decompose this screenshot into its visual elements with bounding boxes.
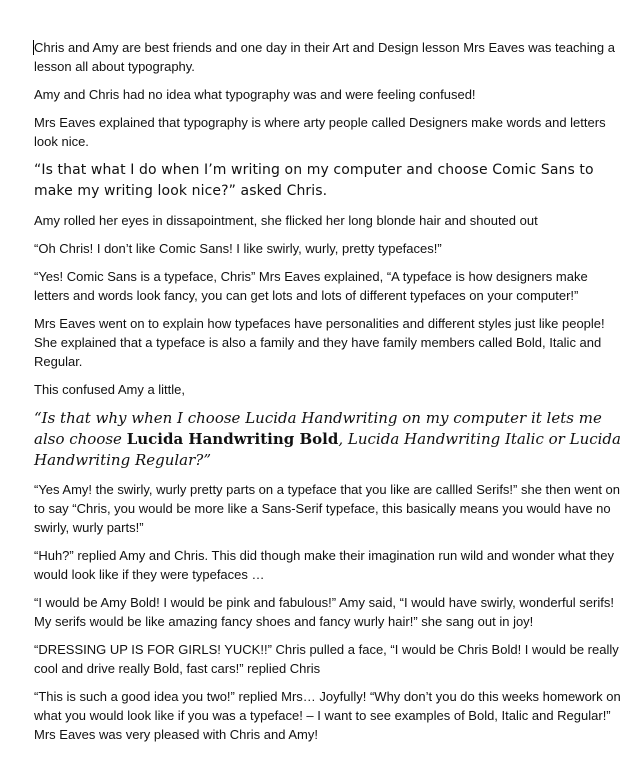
- paragraph-13: “I would be Amy Bold! I would be pink and fabulous!” Amy said, “I would have swirly, wonderful serifs! My serifs would be like amazing fancy shoes and fancy wurly hair!” she sang out in joy!: [34, 595, 614, 629]
- paragraph-5: Amy rolled her eyes in dissapointment, she flicked her long blonde hair and shouted out: [34, 213, 538, 228]
- paragraph-4-comic-sans: “Is that what I do when I’m writing on my computer and choose Comic Sans to make my writing look nice?” asked Chris.: [34, 162, 594, 199]
- paragraph-9: This confused Amy a little,: [34, 382, 186, 397]
- paragraph-10-bold: Lucida Handwriting Bold: [126, 430, 339, 448]
- paragraph-2: Amy and Chris had no idea what typography was and were feeling confused!: [34, 87, 476, 102]
- paragraph-10-part-b: ,: [338, 430, 348, 448]
- paragraph-3: Mrs Eaves explained that typography is where arty people called Designers make words and letters look nice.: [34, 115, 606, 149]
- paragraph-7: “Yes! Comic Sans is a typeface, Chris” Mrs Eaves explained, “A typeface is how designers make letters and words look fancy, you can get lots and lots of different typefaces on your computer!”: [34, 269, 588, 303]
- paragraph-14: “DRESSING UP IS FOR GIRLS! YUCK!!” Chris pulled a face, “I would be Chris Bold! I would be really cool and drive really Bold, fast cars!” replied Chris: [34, 642, 619, 676]
- paragraph-10-lucida-handwriting: [34, 408, 622, 471]
- paragraph-1: Chris and Amy are best friends and one day in their Art and Design lesson Mrs Eaves was teaching a lesson all about typography.: [34, 40, 615, 74]
- paragraph-10-part-a: “Is that why when I choose Lucida Handwriting on my computer it lets me also choose: [34, 409, 602, 448]
- paragraph-11: “Yes Amy! the swirly, wurly pretty parts on a typeface that you like are callled Serifs!” she then went on to say “Chris, you would be more like a Sans-Serif typeface, this basically means you would have no swirly, wurly parts!”: [34, 482, 620, 535]
- paragraph-8: Mrs Eaves went on to explain how typefaces have personalities and different styles just like people! She explained that a typeface is also a family and they have family members called Bold, Italic and Regular.: [34, 316, 605, 369]
- document-body[interactable]: [34, 38, 622, 753]
- paragraph-15: “This is such a good idea you two!” replied Mrs… Joyfully! “Why don’t you do this weeks homework on what you would look like if you was a typeface! – I want to see examples of Bold, Italic and Regular!” Mrs Eaves was very pleased with Chris and Amy!: [34, 689, 621, 742]
- paragraph-12: “Huh?” replied Amy and Chris. This did though make their imagination run wild and wonder what they would look like if they were typefaces …: [34, 548, 615, 582]
- paragraph-10-part-c: or Lucida Handwriting Regular?”: [34, 430, 621, 469]
- paragraph-6: “Oh Chris! I don’t like Comic Sans! I like swirly, wurly, pretty typefaces!”: [34, 241, 442, 256]
- paragraph-10-italic: Lucida Handwriting Italic: [347, 430, 544, 448]
